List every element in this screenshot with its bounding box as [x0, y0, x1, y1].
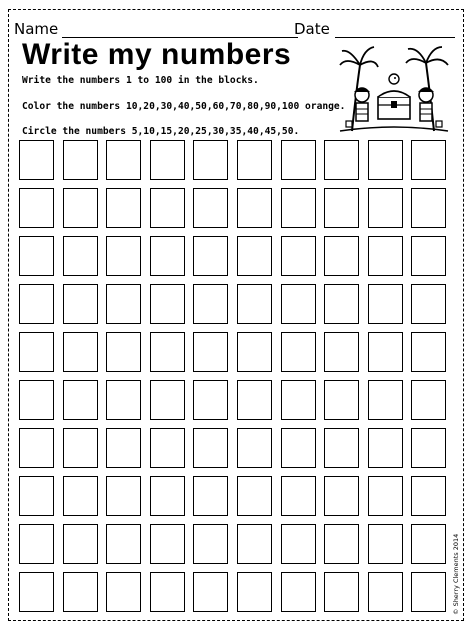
number-block[interactable] — [411, 284, 446, 324]
number-block[interactable] — [237, 572, 272, 612]
number-block[interactable] — [193, 572, 228, 612]
number-block[interactable] — [63, 332, 98, 372]
number-block[interactable] — [150, 188, 185, 228]
number-block[interactable] — [411, 428, 446, 468]
number-block[interactable] — [106, 524, 141, 564]
number-block[interactable] — [106, 236, 141, 276]
number-block[interactable] — [193, 476, 228, 516]
number-block[interactable] — [411, 380, 446, 420]
number-block[interactable] — [324, 188, 359, 228]
number-block[interactable] — [237, 380, 272, 420]
number-block[interactable] — [193, 332, 228, 372]
number-block[interactable] — [368, 236, 403, 276]
number-block[interactable] — [368, 284, 403, 324]
number-block[interactable] — [237, 524, 272, 564]
number-block[interactable] — [19, 236, 54, 276]
number-block[interactable] — [63, 476, 98, 516]
number-block[interactable] — [106, 476, 141, 516]
number-block[interactable] — [150, 140, 185, 180]
number-block[interactable] — [150, 428, 185, 468]
number-block[interactable] — [324, 380, 359, 420]
number-block[interactable] — [237, 284, 272, 324]
number-block[interactable] — [19, 428, 54, 468]
number-block[interactable] — [368, 428, 403, 468]
number-block[interactable] — [281, 332, 316, 372]
number-block[interactable] — [281, 572, 316, 612]
number-block[interactable] — [193, 236, 228, 276]
number-block[interactable] — [193, 188, 228, 228]
number-block[interactable] — [63, 572, 98, 612]
number-block[interactable] — [150, 236, 185, 276]
number-block[interactable] — [150, 332, 185, 372]
number-block[interactable] — [324, 332, 359, 372]
number-block[interactable] — [106, 284, 141, 324]
number-block[interactable] — [19, 524, 54, 564]
number-block[interactable] — [63, 524, 98, 564]
number-block[interactable] — [237, 428, 272, 468]
date-field[interactable] — [335, 37, 455, 38]
number-block[interactable] — [411, 236, 446, 276]
number-block[interactable] — [368, 140, 403, 180]
number-block[interactable] — [63, 284, 98, 324]
number-block[interactable] — [368, 188, 403, 228]
number-block[interactable] — [324, 572, 359, 612]
number-block[interactable] — [411, 476, 446, 516]
number-block[interactable] — [281, 236, 316, 276]
number-block[interactable] — [150, 284, 185, 324]
number-block[interactable] — [368, 332, 403, 372]
number-block[interactable] — [63, 140, 98, 180]
number-block[interactable] — [106, 428, 141, 468]
number-block[interactable] — [193, 284, 228, 324]
name-label: Name — [14, 20, 59, 38]
number-block[interactable] — [193, 380, 228, 420]
number-block[interactable] — [411, 332, 446, 372]
number-block[interactable] — [19, 572, 54, 612]
number-block[interactable] — [281, 428, 316, 468]
number-block[interactable] — [19, 476, 54, 516]
page-title: Write my numbers — [22, 38, 292, 71]
number-block[interactable] — [150, 524, 185, 564]
number-block[interactable] — [63, 380, 98, 420]
number-block[interactable] — [237, 332, 272, 372]
number-block[interactable] — [237, 188, 272, 228]
number-block[interactable] — [411, 188, 446, 228]
number-block[interactable] — [63, 428, 98, 468]
number-block[interactable] — [106, 188, 141, 228]
number-block[interactable] — [19, 332, 54, 372]
number-block[interactable] — [150, 572, 185, 612]
number-block[interactable] — [324, 236, 359, 276]
number-block[interactable] — [324, 428, 359, 468]
instruction-write: Write the numbers 1 to 100 in the blocks. — [22, 75, 259, 86]
number-block[interactable] — [106, 572, 141, 612]
number-block[interactable] — [281, 476, 316, 516]
date-label: Date — [294, 20, 330, 38]
number-block[interactable] — [411, 140, 446, 180]
number-block[interactable] — [368, 380, 403, 420]
number-block[interactable] — [368, 572, 403, 612]
number-block[interactable] — [324, 140, 359, 180]
number-block[interactable] — [106, 140, 141, 180]
number-block[interactable] — [411, 524, 446, 564]
number-block[interactable] — [150, 476, 185, 516]
number-block[interactable] — [324, 524, 359, 564]
number-block[interactable] — [324, 284, 359, 324]
number-block[interactable] — [281, 284, 316, 324]
number-block[interactable] — [63, 188, 98, 228]
number-block[interactable] — [193, 140, 228, 180]
number-block[interactable] — [281, 380, 316, 420]
copyright-text: © Sherry Clements 2014 — [452, 533, 460, 615]
number-block[interactable] — [193, 428, 228, 468]
number-block[interactable] — [63, 236, 98, 276]
number-block[interactable] — [237, 140, 272, 180]
number-block[interactable] — [411, 572, 446, 612]
number-grid — [19, 140, 455, 615]
number-block[interactable] — [19, 284, 54, 324]
instruction-color: Color the numbers 10,20,30,40,50,60,70,80,90,100 orange. — [22, 101, 346, 112]
number-block[interactable] — [368, 476, 403, 516]
number-block[interactable] — [19, 380, 54, 420]
number-block[interactable] — [324, 476, 359, 516]
number-block[interactable] — [368, 524, 403, 564]
number-block[interactable] — [150, 380, 185, 420]
number-block[interactable] — [106, 332, 141, 372]
number-block[interactable] — [281, 140, 316, 180]
number-block[interactable] — [237, 236, 272, 276]
instruction-circle: Circle the numbers 5,10,15,20,25,30,35,40,45,50. — [22, 126, 300, 137]
number-block[interactable] — [19, 140, 54, 180]
number-block[interactable] — [19, 188, 54, 228]
pirates-treasure-island-icon — [338, 43, 450, 135]
number-block[interactable] — [237, 476, 272, 516]
number-block[interactable] — [281, 188, 316, 228]
number-block[interactable] — [106, 380, 141, 420]
number-block[interactable] — [281, 524, 316, 564]
number-block[interactable] — [193, 524, 228, 564]
